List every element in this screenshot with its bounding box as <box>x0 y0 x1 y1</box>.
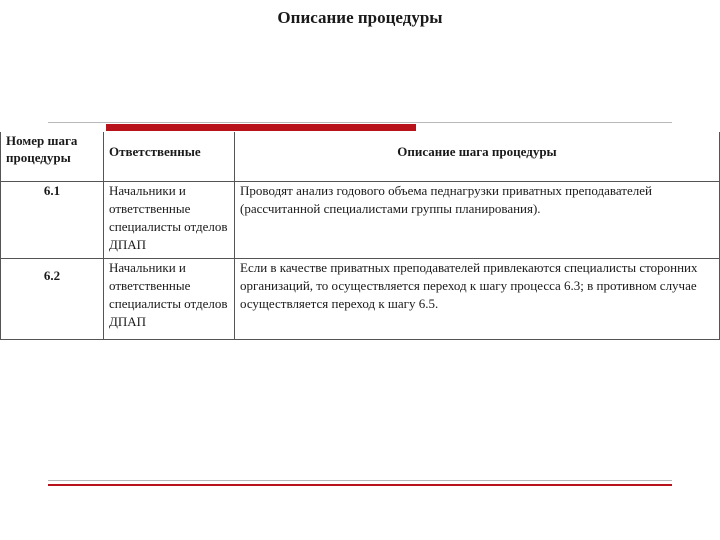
header-step-number: Номер шага процедуры <box>1 132 104 182</box>
header-responsible: Ответственные <box>104 132 235 182</box>
description-cell: Проводят анализ годового объема педнагрузки приватных преподавателей (рассчитанной специалистами группы планирования). <box>235 182 720 259</box>
responsible-cell: Начальники и ответственные специалисты отделов ДПАП <box>104 182 235 259</box>
table-row <box>1 259 720 340</box>
bottom-divider <box>48 480 672 481</box>
top-divider <box>48 122 672 123</box>
slide-title: Описание процедуры <box>277 8 443 27</box>
step-number-cell: 6.2 <box>1 259 104 340</box>
description-cell: Если в качестве приватных преподавателей привлекаются специалисты сторонних организаций, то осуществляется переход к шагу процесса 6.3; в противном случае осуществляется переход к шагу 6.5. <box>235 259 720 340</box>
accent-bar <box>106 124 416 131</box>
bottom-accent-rule <box>48 484 672 486</box>
procedure-table <box>0 132 720 340</box>
step-number-cell: 6.1 <box>1 182 104 259</box>
table-header-row <box>1 132 720 182</box>
table-row <box>1 182 720 259</box>
header-description: Описание шага процедуры <box>235 132 720 182</box>
responsible-cell: Начальники и ответственные специалисты отделов ДПАП <box>104 259 235 340</box>
